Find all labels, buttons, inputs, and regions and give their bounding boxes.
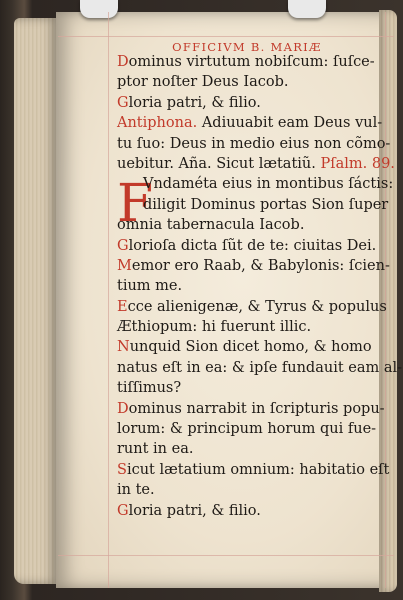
left-page-edges xyxy=(14,18,58,584)
binder-clip-right xyxy=(288,0,326,18)
line-text: runt in ea. xyxy=(117,441,194,458)
line-text: loria patri, & filio. xyxy=(128,94,261,111)
red-initial: S xyxy=(117,461,127,478)
line-text: loria patri, & filio. xyxy=(128,502,261,519)
red-initial: D xyxy=(117,54,129,70)
line-text: uebitur. Aña. Sicut lætatiũ. xyxy=(117,155,316,172)
text-block xyxy=(117,52,403,521)
text-line xyxy=(117,256,390,276)
red-initial: N xyxy=(117,339,130,356)
text-line xyxy=(117,297,385,317)
text-line xyxy=(117,174,394,194)
line-text: natus eſt in ea: & ipſe fundauit eam al- xyxy=(117,359,403,376)
text-line xyxy=(117,154,395,174)
text-line xyxy=(117,480,385,500)
line-text: tium me. xyxy=(117,278,183,295)
line-text: ominus virtutum nobiſcum: ſuſce- xyxy=(128,54,375,70)
line-text: in te. xyxy=(117,482,155,499)
line-text: ptor noſter Deus Iacob. xyxy=(117,74,289,91)
text-line xyxy=(117,93,385,113)
line-text: lorioſa dicta ſũt de te: ciuitas Dei. xyxy=(128,237,377,254)
line-text: Æthiopum: hi fuerunt illic. xyxy=(117,319,312,336)
text-line xyxy=(117,113,385,133)
text-line xyxy=(117,378,385,398)
line-text: tiſſimus? xyxy=(117,380,182,397)
text-line xyxy=(117,317,385,337)
text-line xyxy=(117,236,385,256)
line-text: unquid Sion dicet homo, & homo xyxy=(129,339,372,356)
left-margin-rule xyxy=(108,12,109,588)
text-line xyxy=(117,358,403,378)
text-line xyxy=(117,439,385,459)
line-text: ominus narrabit in ſcripturis popu- xyxy=(128,400,385,417)
line-text: Vndaméta eius in montibus ſáctis: xyxy=(143,176,394,193)
red-initial: G xyxy=(117,94,129,111)
line-text: tu ſuo: Deus in medio eius non cõmo- xyxy=(117,135,391,152)
text-line xyxy=(117,195,389,215)
line-text: diligit Dominus portas Sion ſuper xyxy=(143,196,389,213)
red-initial: M xyxy=(117,257,132,274)
red-initial: G xyxy=(117,502,129,519)
line-text: icut lætatium omnium: habitatio eſt xyxy=(126,461,390,478)
text-line xyxy=(117,52,385,72)
red-initial: G xyxy=(117,237,129,254)
binder-clip-left xyxy=(80,0,118,18)
red-initial: D xyxy=(117,400,129,417)
text-line xyxy=(117,399,385,419)
large-initial: F xyxy=(117,174,154,234)
line-text: lorum: & principum horum qui fue- xyxy=(117,421,377,438)
line-text: cce alienigenæ, & Tyrus & populus xyxy=(127,298,387,315)
line-text: omnia tabernacula Iacob. xyxy=(117,217,305,234)
text-line xyxy=(117,72,385,92)
text-line xyxy=(117,460,390,480)
text-line xyxy=(117,501,385,521)
line-text: Adiuuabit eam Deus vul- xyxy=(197,115,383,132)
line-text: emor ero Raab, & Babylonis: ſcien- xyxy=(131,257,390,274)
text-line xyxy=(117,337,385,357)
red-initial: E xyxy=(117,298,128,315)
psalm-rubric: Pſalm. 89. xyxy=(315,155,395,172)
text-line xyxy=(117,419,385,439)
text-line xyxy=(117,215,385,235)
running-header: OFFICIVM B. MARIÆ xyxy=(172,40,322,54)
text-line xyxy=(117,134,391,154)
text-line xyxy=(117,276,385,296)
rubric: Antiphona. xyxy=(117,115,198,132)
